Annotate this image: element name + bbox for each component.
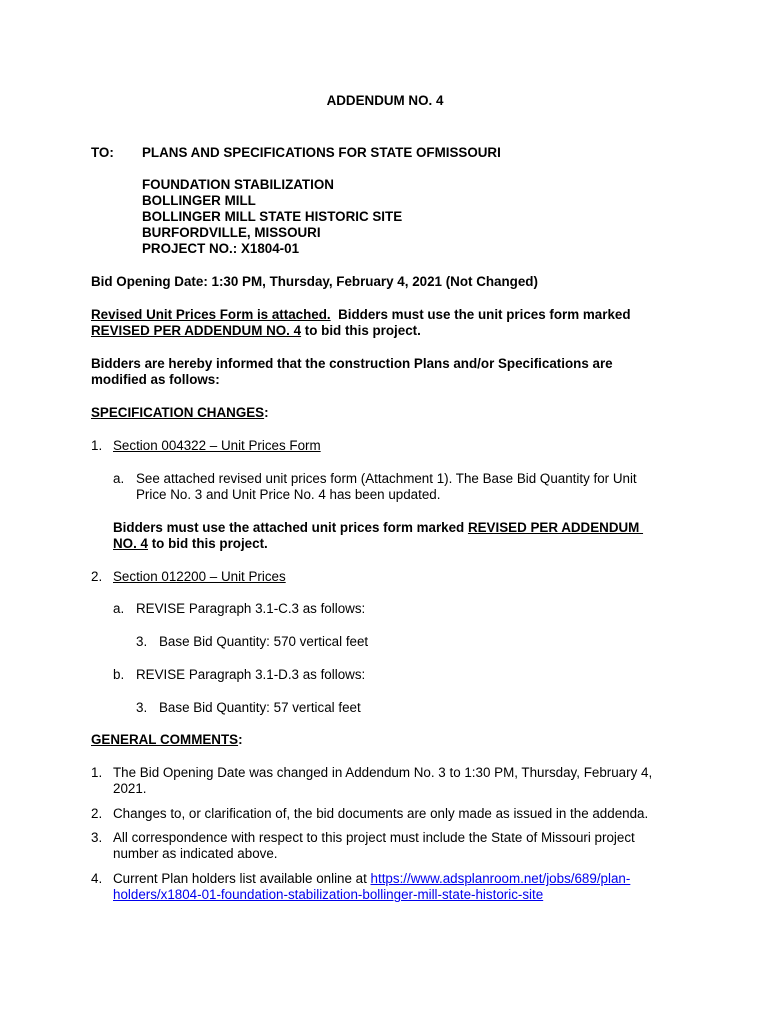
spec-item-2a-text: REVISE Paragraph 3.1-C.3 as follows: xyxy=(136,601,366,616)
spec-item-1a-line-2: Price No. 3 and Unit Price No. 4 has been updated. xyxy=(136,487,441,502)
comment-4-number: 4. xyxy=(91,871,103,886)
project-line-3: BOLLINGER MILL STATE HISTORIC SITE xyxy=(142,209,403,224)
comment-1-line-1: The Bid Opening Date was changed in Addendum No. 3 to 1:30 PM, Thursday, February 4, xyxy=(113,765,653,780)
spec-item-1a-letter: a. xyxy=(113,471,125,486)
project-line-2: BOLLINGER MILL xyxy=(142,193,256,208)
document-title: ADDENDUM NO. 4 xyxy=(326,93,444,108)
spec-changes-heading xyxy=(91,405,269,422)
revised-form-instruction: Bidders must use the unit prices form marked xyxy=(330,307,631,322)
spec-item-2b-sub-text: Base Bid Quantity: 57 vertical feet xyxy=(159,700,361,715)
spec-item-1a-line-1: See attached revised unit prices form (Attachment 1). The Base Bid Quantity for Unit xyxy=(136,471,637,486)
to-label: TO: xyxy=(91,145,114,160)
informed-line-1: Bidders are hereby informed that the construction Plans and/or Specifications are xyxy=(91,356,613,371)
spec-changes-heading-text: SPECIFICATION CHANGES xyxy=(91,405,265,420)
general-comments-heading xyxy=(91,732,243,749)
comment-3-line-1: All correspondence with respect to this project must include the State of Missouri project xyxy=(113,830,635,845)
comment-2-line-1: Changes to, or clarification of, the bid documents are only made as issued in the addenda. xyxy=(113,806,649,821)
comment-4-prefix: Current Plan holders list available online at xyxy=(113,871,371,886)
spec-item-1-note-line-2 xyxy=(113,536,268,553)
comment-4-line-2 xyxy=(113,887,543,904)
spec-item-2-title: Section 012200 – Unit Prices xyxy=(113,569,286,584)
comment-3-line-2: number as indicated above. xyxy=(113,846,278,861)
note-revised-per-addendum: REVISED PER ADDENDUM xyxy=(467,520,644,535)
spec-item-1-title: Section 004322 – Unit Prices Form xyxy=(113,438,321,453)
note-prefix: Bidders must use the attached unit prices form marked xyxy=(113,520,468,535)
comment-3-number: 3. xyxy=(91,830,103,845)
project-line-1: FOUNDATION STABILIZATION xyxy=(142,177,334,192)
spec-changes-colon: : xyxy=(264,405,269,420)
project-line-4: BURFORDVILLE, MISSOURI xyxy=(142,225,321,240)
comment-1-line-2: 2021. xyxy=(113,781,147,796)
to-text: PLANS AND SPECIFICATIONS FOR STATE OFMISSOURI xyxy=(142,145,501,160)
comment-1-number: 1. xyxy=(91,765,103,780)
spec-item-2b-text: REVISE Paragraph 3.1-D.3 as follows: xyxy=(136,667,366,682)
revised-form-attached: Revised Unit Prices Form is attached. xyxy=(91,307,331,322)
plan-holders-link-part-2[interactable]: holders/x1804-01-foundation-stabilization-bollinger-mill-state-historic-site xyxy=(113,887,544,902)
revised-form-line-1 xyxy=(91,307,631,324)
informed-line-2: modified as follows: xyxy=(91,372,220,387)
project-number: PROJECT NO.: X1804-01 xyxy=(142,241,300,256)
revised-form-line-2 xyxy=(91,323,421,340)
spec-item-1-note-line-1 xyxy=(113,520,643,537)
spec-item-2-number: 2. xyxy=(91,569,103,584)
general-comments-colon: : xyxy=(238,732,243,747)
revised-per-addendum: REVISED PER ADDENDUM NO. 4 xyxy=(91,323,302,338)
spec-item-2a-letter: a. xyxy=(113,601,125,616)
bid-opening-date: Bid Opening Date: 1:30 PM, Thursday, February 4, 2021 (Not Changed) xyxy=(91,274,538,289)
general-comments-heading-text: GENERAL COMMENTS xyxy=(91,732,239,747)
spec-item-2a-sub-text: Base Bid Quantity: 570 vertical feet xyxy=(159,634,369,649)
spec-item-2a-sub-number: 3. xyxy=(136,634,148,649)
spec-item-1-number: 1. xyxy=(91,438,103,453)
note-addendum-number: NO. 4 xyxy=(113,536,148,551)
spec-item-2b-sub-number: 3. xyxy=(136,700,148,715)
comment-2-number: 2. xyxy=(91,806,103,821)
comment-4-line-1 xyxy=(113,871,630,888)
note-rest: to bid this project. xyxy=(147,536,268,551)
plan-holders-link-part-1[interactable]: https://www.adsplanroom.net/jobs/689/plan- xyxy=(370,871,631,886)
spec-item-2b-letter: b. xyxy=(113,667,125,682)
revised-form-rest: to bid this project. xyxy=(301,323,421,338)
